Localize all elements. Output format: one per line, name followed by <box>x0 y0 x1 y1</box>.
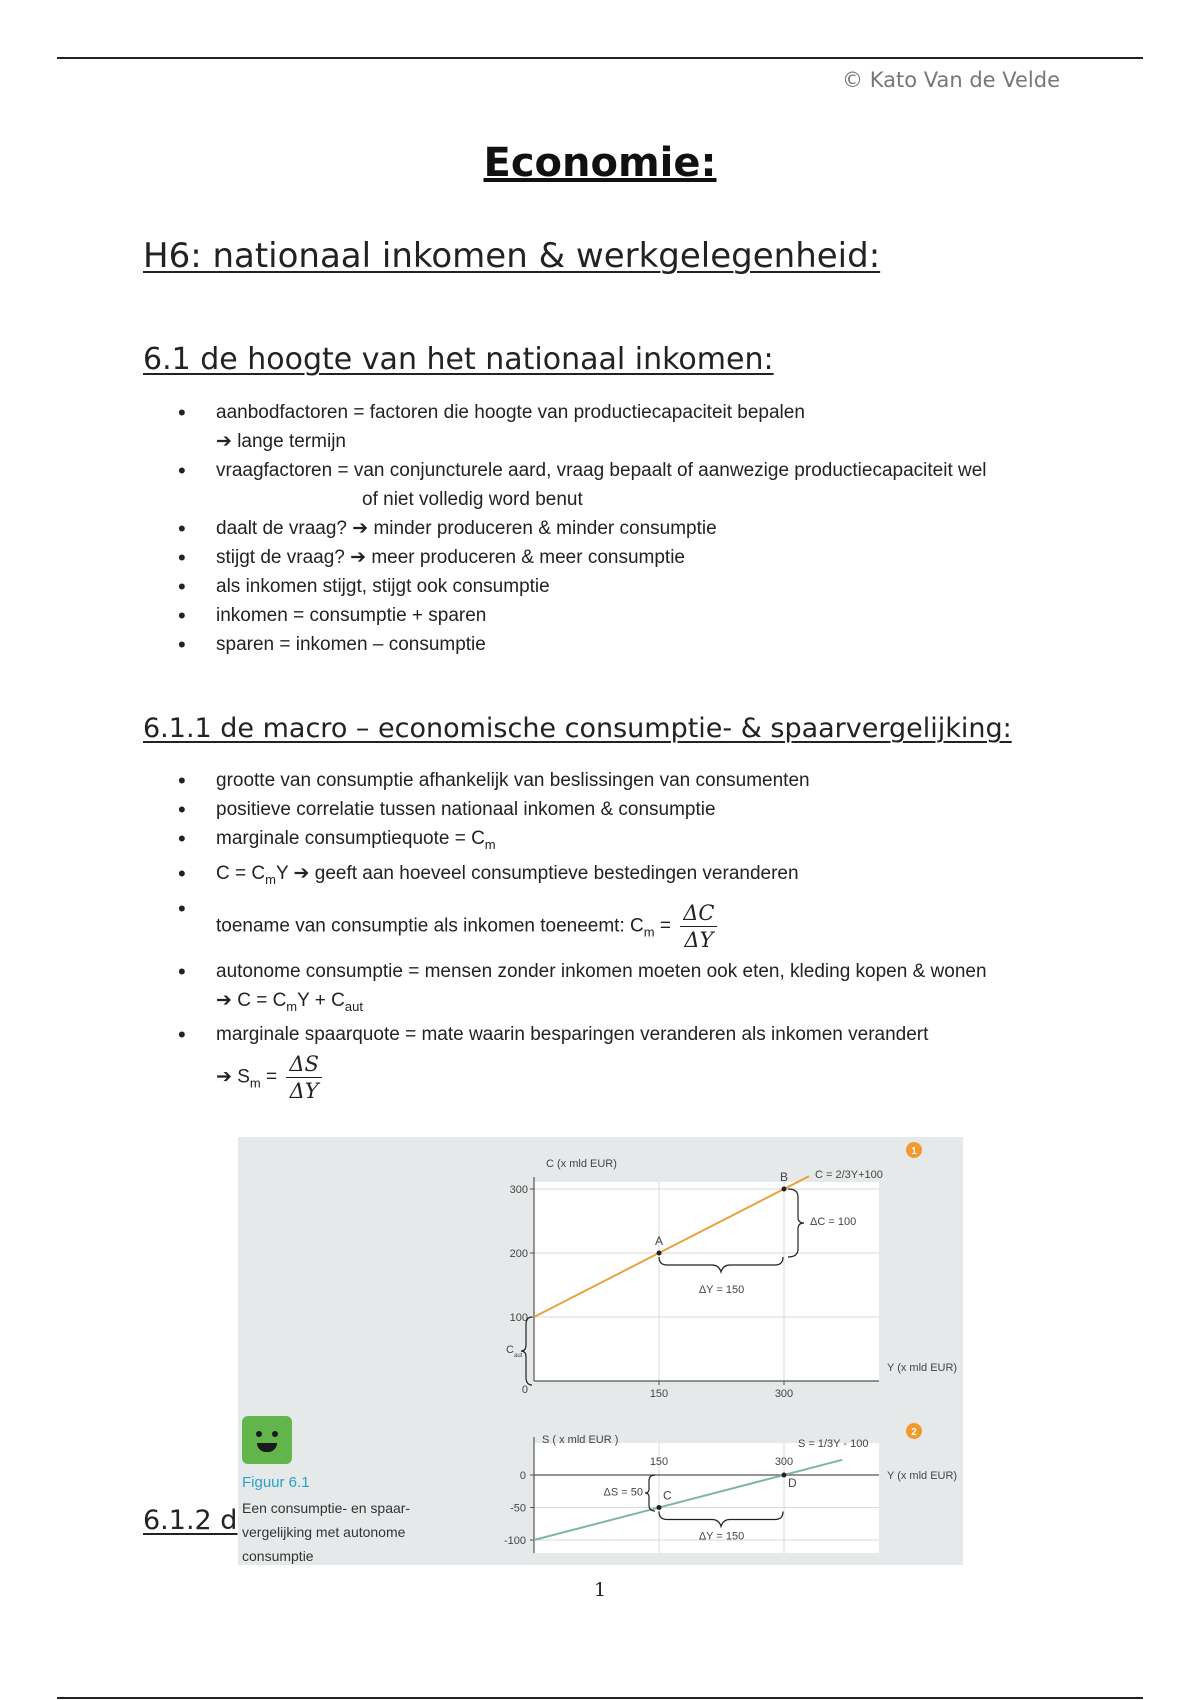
fraction-delta-c-over-delta-y <box>680 900 717 953</box>
consumption-line-label: C = 2/3Y+100 <box>815 1169 883 1182</box>
list-item <box>178 601 987 630</box>
bullet-subtext: ➔ lange termijn <box>216 431 346 452</box>
formula-text: = <box>260 1066 278 1088</box>
delta-y-label: ΔY = 150 <box>698 1284 745 1296</box>
figure-caption: Een consumptie- en spaar-vergelijking met autonome consumptie <box>242 1500 411 1564</box>
list-item <box>178 572 987 601</box>
subscript: m <box>643 923 655 939</box>
bullet-text: vraagfactoren = van conjuncturele aard, vraag bepaalt of aanwezige productiecapaciteit wel <box>216 460 987 481</box>
x-tick-label: 150 <box>649 1388 669 1400</box>
formula-text: ➔ C = C <box>216 989 287 1011</box>
saving-line-label: S = 1/3Y - 100 <box>798 1438 869 1450</box>
y-tick-label: 200 <box>509 1248 528 1260</box>
subscript: m <box>484 836 496 852</box>
list-item <box>178 1020 987 1104</box>
x-axis-label-1: Y (x mld EUR) <box>887 1362 958 1374</box>
eye <box>272 1431 278 1437</box>
data-point <box>657 1505 662 1510</box>
point-label: C <box>663 1488 672 1503</box>
list-item <box>178 957 987 1021</box>
y-tick-label: 0 <box>519 1470 526 1482</box>
bullet-text: daalt de vraag? ➔ minder produceren & minder consumptie <box>216 518 717 539</box>
fraction-numerator: ΔS <box>286 1051 322 1078</box>
bullet-text: sparen = inkomen – consumptie <box>216 634 486 655</box>
footer-rule <box>57 1697 1143 1699</box>
c-aut-label: C <box>506 1344 514 1356</box>
x-axis-label-2: Y (x mld EUR) <box>887 1470 958 1482</box>
bullet-text: autonome consumptie = mensen zonder inkomen moeten ook eten, kleding kopen & wonen <box>216 960 987 982</box>
formula-text: ➔ S <box>216 1066 250 1088</box>
bullet-subtext <box>216 1049 987 1104</box>
copyright-notice: © Kato Van de Velde <box>842 68 1060 92</box>
delta-c-label: ΔC = 100 <box>810 1216 857 1228</box>
y-tick-label: 300 <box>509 1184 528 1196</box>
subscript: m <box>286 998 298 1014</box>
section-6-1-2-heading: 6.1.2 d <box>143 1505 238 1536</box>
smiley-face-icon <box>242 1416 292 1464</box>
document-title: Economie: <box>483 140 717 186</box>
fraction-delta-s-over-delta-y <box>286 1051 322 1104</box>
list-item <box>178 766 987 795</box>
plot-area-1 <box>534 1182 879 1381</box>
bullet-text: marginale consumptiequote = C <box>216 828 485 849</box>
bullet-text: inkomen = consumptie + sparen <box>216 605 487 626</box>
bullet-text: marginale spaarquote = mate waarin besparingen veranderen als inkomen verandert <box>216 1024 929 1046</box>
mouth <box>257 1443 277 1452</box>
list-item <box>178 543 987 572</box>
bullet-text: = <box>654 915 671 937</box>
bullet-text: toename van consumptie als inkomen toeneemt: C <box>216 915 644 937</box>
bullet-text: als inkomen stijgt, stijgt ook consumptie <box>216 576 550 597</box>
point-label: B <box>780 1170 789 1184</box>
section-6-1-1-bullet-list <box>178 766 987 1104</box>
bullet-text: grootte van consumptie afhankelijk van beslissingen van consumenten <box>216 770 810 791</box>
chart-2-badge-number: 2 <box>911 1427 917 1438</box>
point-label: D <box>788 1476 797 1490</box>
list-item <box>178 859 987 894</box>
chart-1-badge-number: 1 <box>911 1146 917 1157</box>
list-item <box>178 514 987 543</box>
section-6-1-bullet-list <box>178 398 987 659</box>
formula-text: Y + C <box>297 989 345 1011</box>
subscript: m <box>249 1075 261 1091</box>
fraction-denominator: ΔY <box>684 927 714 952</box>
bullet-text: positieve correlatie tussen nationaal inkomen & consumptie <box>216 799 716 820</box>
y-tick-label: -100 <box>503 1535 526 1547</box>
list-item <box>178 456 987 514</box>
y-tick-label: 0 <box>521 1384 528 1396</box>
y-axis-label-1: C (x mld EUR) <box>546 1158 617 1170</box>
subscript: m <box>265 871 276 887</box>
x-tick-label: 300 <box>774 1388 794 1400</box>
delta-y-label-2: ΔY = 150 <box>698 1530 745 1543</box>
bullet-subtext <box>216 986 987 1021</box>
header-rule <box>57 57 1143 59</box>
bullet-text: aanbodfactoren = factoren die hoogte van productiecapaciteit bepalen <box>216 402 805 423</box>
bullet-text: Y ➔ geeft aan hoeveel consumptieve bestedingen veranderen <box>275 862 799 884</box>
figure-label: Figuur 6.1 <box>242 1474 310 1491</box>
page-number: 1 <box>593 1579 607 1601</box>
bullet-text: stijgt de vraag? ➔ meer produceren & meer consumptie <box>216 547 685 568</box>
y-axis-label-2: S ( x mld EUR ) <box>542 1434 619 1446</box>
data-point <box>782 1473 787 1478</box>
section-6-1-1-heading: 6.1.1 de macro – economische consumptie- & spaarvergelijking: <box>143 713 1012 744</box>
list-item <box>178 398 987 456</box>
list-item <box>178 894 987 957</box>
eye <box>256 1431 262 1437</box>
y-tick-label: -50 <box>510 1502 526 1515</box>
c-aut-subscript: aut <box>514 1353 523 1359</box>
delta-s-label: ΔS = 50 <box>603 1486 643 1499</box>
bullet-text: C = C <box>216 862 266 884</box>
point-label: A <box>655 1234 664 1248</box>
chapter-heading: H6: nationaal inkomen & werkgelegenheid: <box>143 236 881 276</box>
fraction-denominator: ΔY <box>289 1079 319 1104</box>
list-item <box>178 795 987 824</box>
c-aut-bracket <box>521 1317 532 1385</box>
list-item <box>178 630 987 659</box>
list-item <box>178 824 987 859</box>
bullet-subtext: of niet volledig word benut <box>362 489 583 510</box>
x-tick-label: 300 <box>774 1456 794 1468</box>
fraction-numerator: ΔC <box>680 900 717 927</box>
section-6-1-heading: 6.1 de hoogte van het nationaal inkomen: <box>143 342 774 377</box>
y-tick-label: 100 <box>509 1312 528 1324</box>
x-tick-label: 150 <box>649 1456 669 1468</box>
subscript: aut <box>344 998 363 1014</box>
data-point <box>657 1251 662 1256</box>
data-point <box>782 1187 787 1192</box>
